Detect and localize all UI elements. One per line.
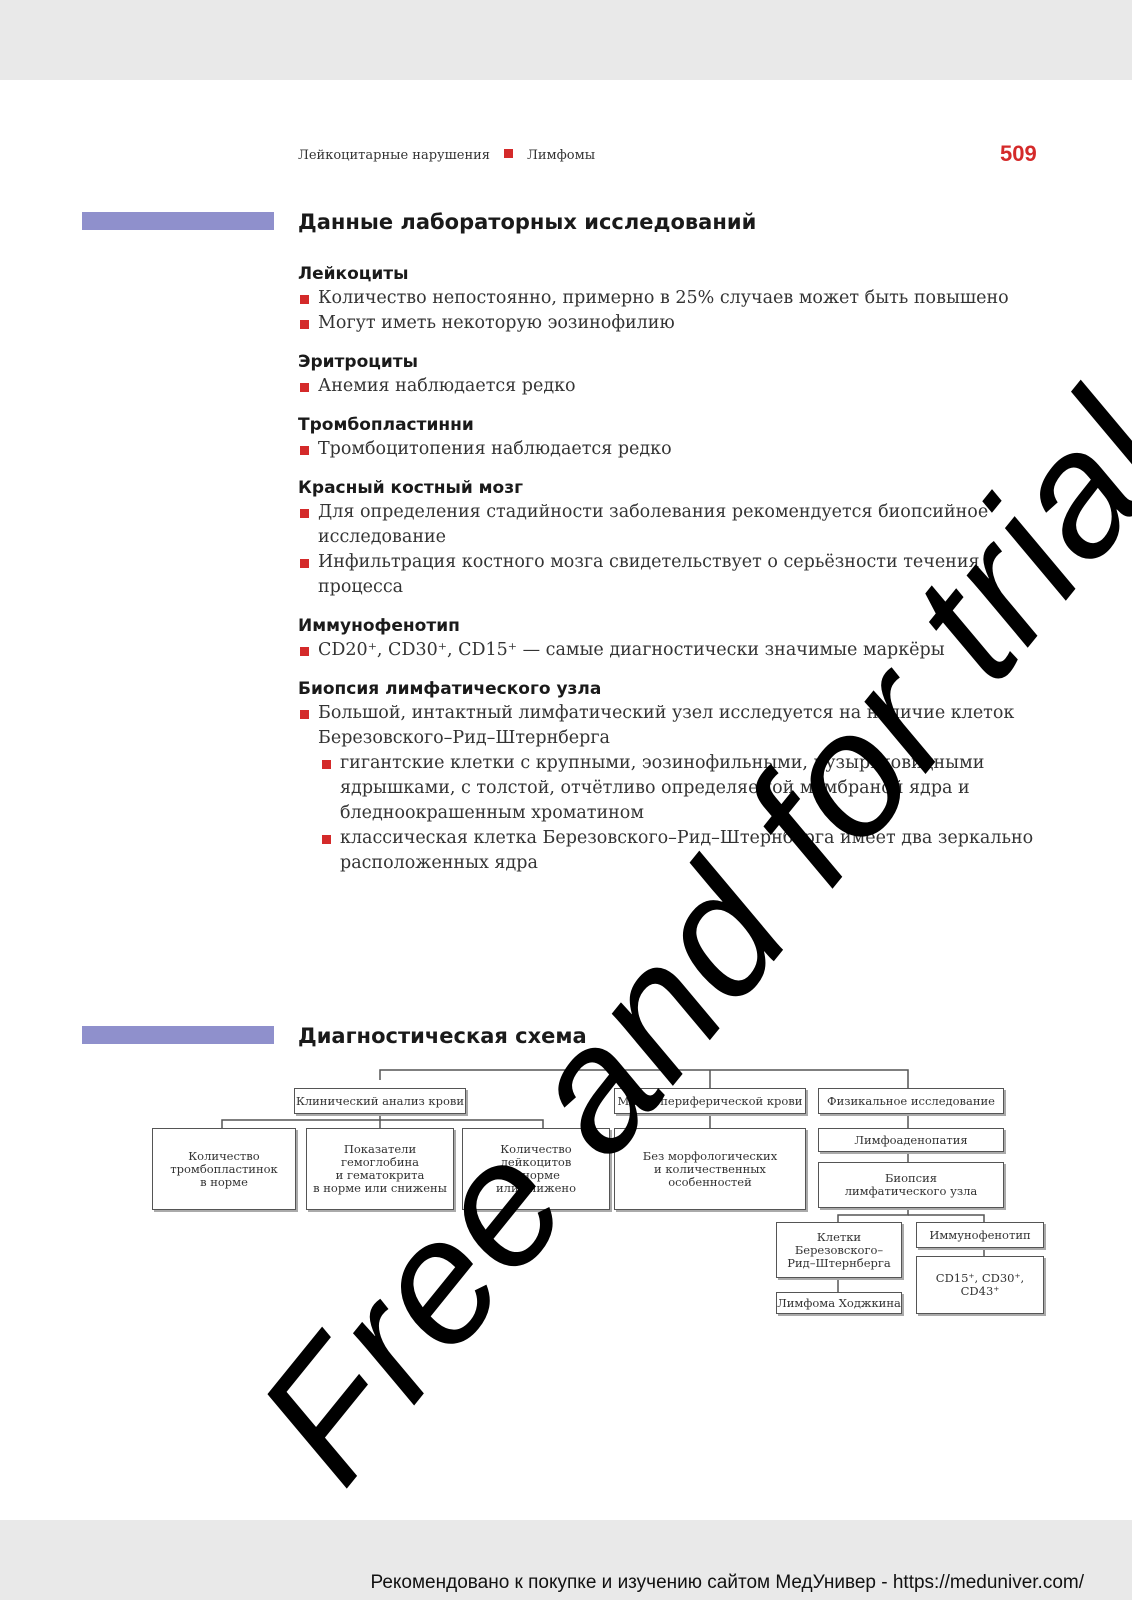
running-head bbox=[298, 148, 595, 163]
bullet-square-icon bbox=[504, 149, 513, 158]
list-item: Могут иметь некоторую эозинофилию bbox=[298, 311, 1058, 336]
box-lymph-node-biopsy: Биопсия лимфатического узла bbox=[818, 1162, 1004, 1208]
group-title: Тромбопластинни bbox=[298, 415, 474, 435]
box-clinical-blood-test: Клинический анализ крови bbox=[294, 1088, 466, 1114]
box-immunophenotype: Иммунофенотип bbox=[916, 1222, 1044, 1248]
box-rs-cells: Клетки Березовского– Рид–Штернберга bbox=[776, 1222, 902, 1278]
group-title: Лейкоциты bbox=[298, 264, 409, 284]
box-platelets-normal: Количество тромбопластинок в норме bbox=[152, 1128, 296, 1210]
nested-list-item: гигантские клетки с крупными, эозинофильными, пузырьковидными ядрышками, с толстой, отчётливо определяемой мембраной ядра и бледноокрашенным хроматином bbox=[320, 751, 1058, 826]
section-marker-bar bbox=[82, 1026, 274, 1044]
box-physical-exam: Физикальное исследование bbox=[818, 1088, 1004, 1114]
group-title: Биопсия лимфатического узла bbox=[298, 679, 602, 699]
group-bone-marrow bbox=[298, 478, 1058, 600]
list-item: CD20⁺, CD30⁺, CD15⁺ — самые диагностически значимые маркёры bbox=[298, 638, 1058, 663]
list-item: Большой, интактный лимфатический узел исследуется на наличие клеток Березовского–Рид–Штернберга bbox=[298, 701, 1058, 751]
box-peripheral-smear: Мазок периферической крови bbox=[614, 1088, 806, 1114]
group-erythrocytes bbox=[298, 352, 1058, 399]
section-title-diagnostic: Диагностическая схема bbox=[298, 1024, 587, 1048]
box-markers: CD15⁺, CD30⁺, CD43⁺ bbox=[916, 1256, 1044, 1314]
box-lymphadenopathy: Лимфоаденопатия bbox=[818, 1128, 1004, 1152]
group-platelets bbox=[298, 415, 1058, 462]
list-item: Анемия наблюдается редко bbox=[298, 374, 1058, 399]
box-leukocytes: Количество лейкоцитов в норме или снижено bbox=[462, 1128, 610, 1210]
group-title: Красный костный мозг bbox=[298, 478, 523, 498]
group-leukocytes bbox=[298, 264, 1058, 336]
group-immunophenotype bbox=[298, 616, 1058, 663]
group-lymph-node-biopsy bbox=[298, 679, 1058, 876]
list-item: Для определения стадийности заболевания рекомендуется биопсийное исследование bbox=[298, 500, 1058, 550]
lab-findings bbox=[298, 264, 1058, 892]
footer-recommendation: Рекомендовано к покупке и изучению сайтом МедУнивер - https://meduniver.com/ bbox=[370, 1572, 1084, 1593]
group-title: Эритроциты bbox=[298, 352, 418, 372]
running-head-chapter: Лейкоцитарные нарушения bbox=[298, 148, 490, 163]
group-title: Иммунофенотип bbox=[298, 616, 460, 636]
section-title-lab: Данные лабораторных исследований bbox=[298, 210, 757, 234]
list-item: Инфильтрация костного мозга свидетельствует о серьёзности течения процесса bbox=[298, 550, 1058, 600]
page-number: 509 bbox=[1000, 141, 1037, 166]
list-item: Количество непостоянно, примерно в 25% случаев может быть повышено bbox=[298, 286, 1058, 311]
list-item: Тромбоцитопения наблюдается редко bbox=[298, 437, 1058, 462]
section-marker-bar bbox=[82, 212, 274, 230]
nested-list-item: классическая клетка Березовского–Рид–Штернберга имеет два зеркально расположенных ядра bbox=[320, 826, 1058, 876]
box-hemoglobin: Показатели гемоглобина и гематокрита в норме или снижены bbox=[306, 1128, 454, 1210]
running-head-topic: Лимфомы bbox=[526, 148, 596, 163]
box-no-morphology: Без морфологических и количественных особенностей bbox=[614, 1128, 806, 1210]
box-hodgkin-lymphoma: Лимфома Ходжкина bbox=[776, 1292, 902, 1314]
